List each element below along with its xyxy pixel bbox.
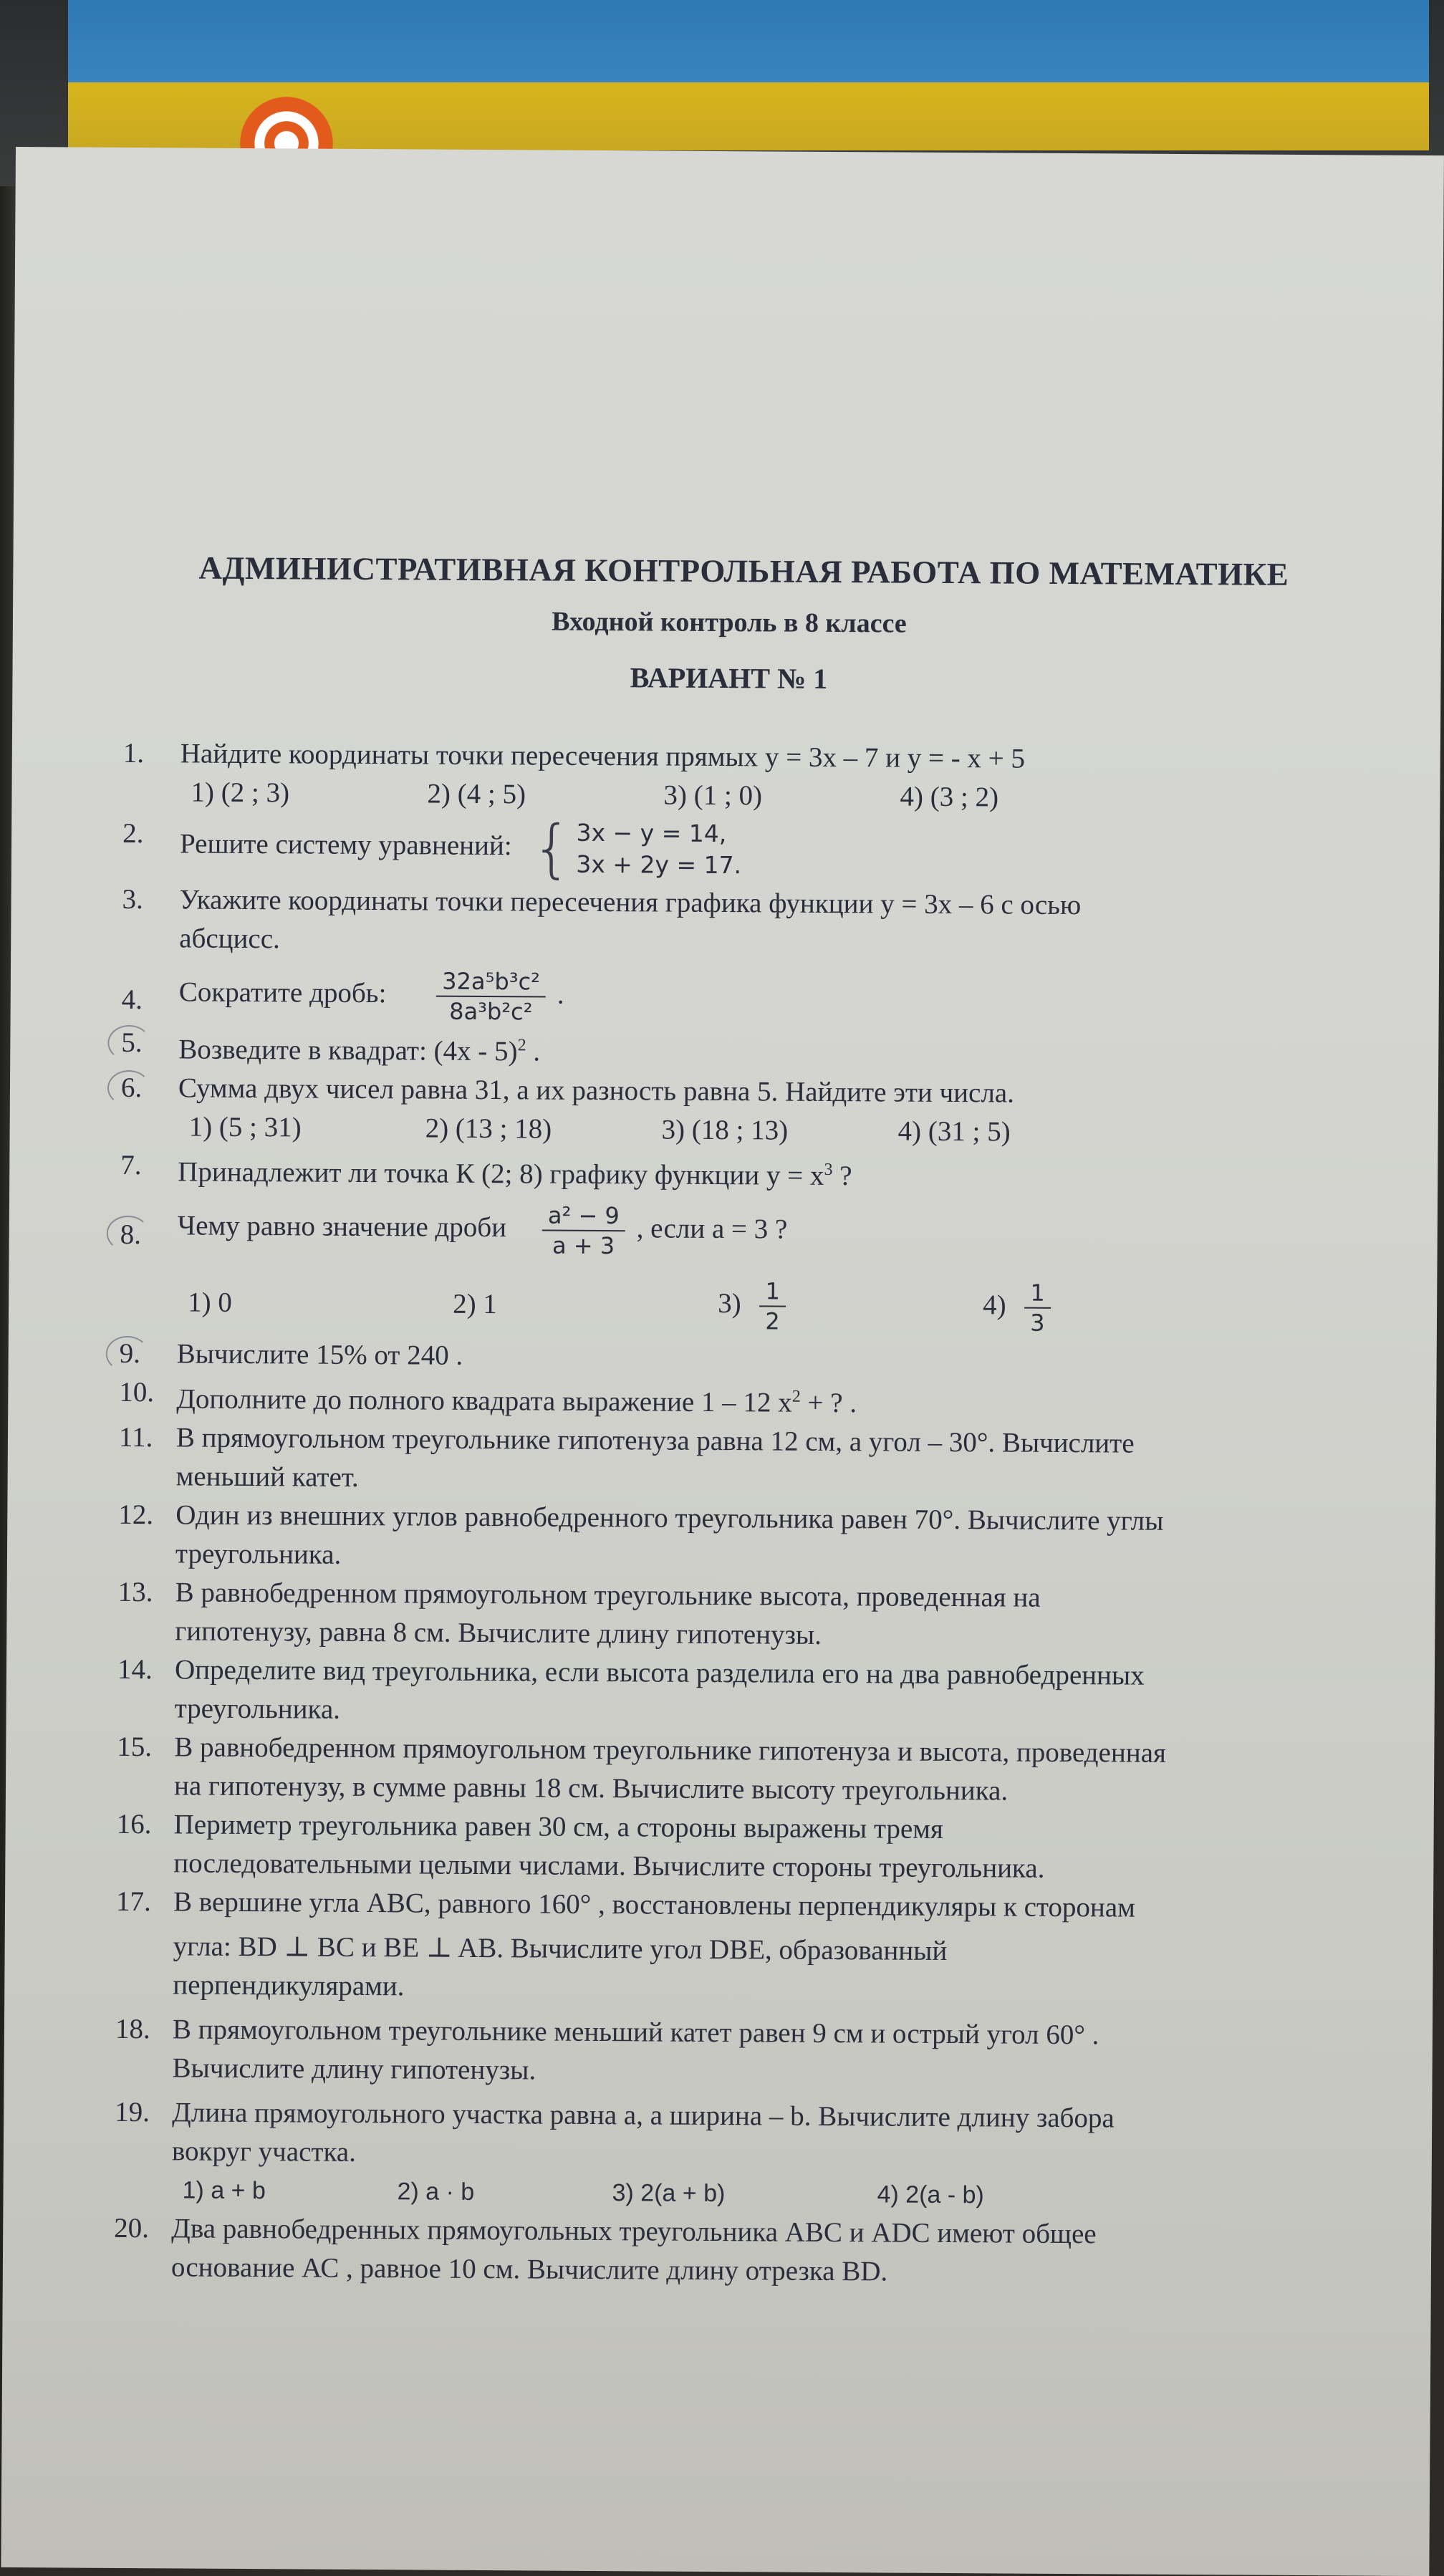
question-text: Вычислите 15% от 240 . [176,1338,463,1371]
question-3 [118,880,1337,965]
question-12 [115,1496,1333,1580]
question-2 [119,811,1337,885]
question-number: 16. [116,1808,152,1840]
question-number: 14. [117,1653,153,1686]
equation-line: 3x + 2y = 17. [576,850,742,880]
question-text: Длина прямоугольного участка равна a, а ширина – b. Вычислите длину забора [172,2097,1115,2134]
option: 1) 0 [188,1287,233,1318]
question-number: 4. [121,984,143,1016]
option: 2) (4 ; 5) [427,778,526,810]
question-number: 19. [115,2096,150,2128]
question-number: 13. [117,1576,153,1608]
option: 3) (18 ; 13) [661,1114,789,1146]
exponent: 2 [791,1387,801,1406]
punctuation: + ? . [800,1387,857,1419]
question-text: В прямоугольном треугольнике гипотенуза равна 12 см, а угол – 30°. Вычислите [175,1422,1135,1459]
fraction-numerator: a² − 9 [542,1201,625,1232]
question-16 [112,1805,1331,1890]
question-11 [115,1418,1334,1503]
question-text: В вершине угла АВС, равного 160° , восстановлены перпендикуляры к сторонам [173,1886,1136,1923]
fraction-numerator: 1 [759,1277,786,1307]
question-text: Укажите координаты точки пересечения графика функции y = 3x – 6 с осью [179,884,1082,921]
fraction-numerator: 32a⁵b³c² [436,967,546,998]
answer-options-1 [119,773,1337,819]
question-number: 1. [122,737,145,769]
answer-options-8 [116,1273,1334,1339]
question-text-cont: треугольника. [175,1538,342,1570]
question-text-cont: гипотенузу, равна 8 см. Вычислите длину гипотенузы. [175,1615,822,1650]
question-text-cont: последовательными целыми числами. Вычислите стороны треугольника. [173,1847,1045,1884]
fraction-denominator: 3 [1030,1309,1045,1337]
fraction [542,1201,625,1261]
sheet-content [110,377,1339,2294]
question-number: 2. [122,817,144,850]
option: 1) (5 ; 31) [188,1111,302,1143]
question-number: 8. [120,1219,142,1251]
question-text: Два равнобедренных прямоугольных треугольника АВС и ADC имеют общее [171,2213,1097,2250]
question-text-cont: меньший катет. [175,1461,359,1493]
question-number: 17. [115,1885,151,1918]
option: 2) a · b [397,2178,475,2206]
option: 1) (2 ; 3) [191,777,290,809]
option-3 [718,1277,983,1337]
question-text-cont: вокруг участка. [171,2135,357,2168]
test-title: АДМИНИСТРАТИВНАЯ КОНТРОЛЬНАЯ РАБОТА ПО МАТЕМАТИКЕ [198,549,1289,592]
test-subtitle: Входной контроль в 8 классе [552,606,907,639]
fraction-denominator: a + 3 [552,1231,615,1260]
option: 3) (1 ; 0) [663,779,763,812]
question-text: В равнобедренном прямоугольном треугольнике высота, проведенная на [175,1577,1041,1613]
option: 4) 2(a - b) [877,2181,984,2209]
option: 2) 1 [453,1288,498,1320]
question-20 [110,2209,1329,2294]
fraction-denominator: 2 [765,1307,780,1335]
exponent: 3 [824,1160,833,1179]
question-5 [117,1024,1335,1076]
question-text-cont: на гипотенузу, в сумме равны 18 см. Вычислите высоту треугольника. [173,1770,1009,1807]
question-text-cont: абсцисс. [179,923,280,955]
fraction [759,1277,786,1335]
question-number: 9. [119,1337,141,1370]
question-7 [117,1146,1334,1198]
test-sheet [1,147,1444,2576]
option-4 [983,1278,1219,1338]
question-18 [111,2010,1329,2095]
question-number: 7. [120,1149,142,1181]
question-4 [118,965,1336,1031]
option: 2) (13 ; 18) [425,1112,552,1145]
question-text: Периметр треугольника равен 30 см, а стороны выражены тремя [173,1809,944,1845]
question-text: Чему равно значение дроби [177,1210,507,1244]
punctuation: . [557,979,564,1010]
question-text-cont: основание АС , равное 10 см. Вычислите длину отрезка BD. [170,2251,888,2287]
question-6 [117,1069,1335,1115]
option: 4) (3 ; 2) [900,781,999,813]
equation-system [531,811,742,885]
question-10 [115,1373,1333,1426]
question-number: 3. [122,883,143,915]
question-text: Определите вид треугольника, если высота разделила его на два равнобедренных [174,1654,1145,1691]
option-label: 3) [718,1287,741,1320]
question-number: 6. [120,1072,143,1104]
question-number: 10. [119,1376,155,1408]
question-text-cont: треугольника. [174,1693,341,1725]
question-text: Решите систему уравнений: [179,828,512,862]
question-text: Один из внешних углов равнобедренного треугольника равен 70°. Вычислите углы [175,1499,1164,1537]
question-number: 18. [115,2013,150,2045]
question-8 [117,1198,1334,1264]
question-13 [114,1573,1332,1658]
question-number: 12. [118,1499,154,1531]
question-text: Найдите координаты точки пересечения прямых y = 3x – 7 и y = - x + 5 [180,738,1026,774]
question-17 [112,1883,1330,2012]
option: 4) (31 ; 5) [897,1115,1011,1148]
exponent: 2 [517,1036,526,1055]
option: 1) a + b [182,2176,266,2205]
brace-icon: { [531,811,572,885]
question-19 [111,2093,1329,2178]
equation-line: 3x − y = 14, [576,818,727,848]
question-number: 20. [114,2212,150,2244]
question-1 [120,734,1337,780]
punctuation: . [526,1036,541,1067]
question-text: Дополните до полного квадрата выражение 1 – 12 x [176,1383,792,1418]
fraction-numerator: 1 [1024,1279,1051,1309]
punctuation: ? [832,1160,852,1192]
question-text: В равнобедренном прямоугольном треугольнике гипотенуза и высота, проведенная [174,1731,1167,1769]
question-14 [114,1650,1332,1735]
option-label: 4) [983,1289,1006,1321]
question-number: 5. [121,1027,143,1059]
question-text: Принадлежит ли точка К (2; 8) графику функции y = x [178,1156,824,1191]
option: 3) 2(a + b) [612,2179,726,2208]
question-text-cont: перпендикулярами. [173,1969,405,2002]
question-text: Сумма двух чисел равна 31, а их разность равна 5. Найдите эти числа. [178,1072,1015,1109]
fraction-denominator: 8a³b²c² [449,997,533,1026]
question-15 [113,1728,1332,1812]
question-text-cont: угла: BD ⊥ BC и BE ⊥ AB. Вычислите угол DBE, образованный [173,1931,948,1966]
question-text: Возведите в квадрат: (4x - 5) [178,1034,518,1067]
fraction [1024,1279,1051,1337]
fraction [436,967,546,1027]
question-text-cont: Вычислите длину гипотенузы. [172,2052,536,2086]
question-text: В прямоугольном треугольнике меньший катет равен 9 см и острый угол 60° . [172,2014,1099,2051]
question-number: 15. [117,1731,153,1763]
variant-label: ВАРИАНТ № 1 [630,661,828,695]
question-text: Сократите дробь: [178,976,387,1009]
condition-text: , если a = 3 ? [636,1213,788,1245]
question-number: 11. [118,1421,153,1453]
